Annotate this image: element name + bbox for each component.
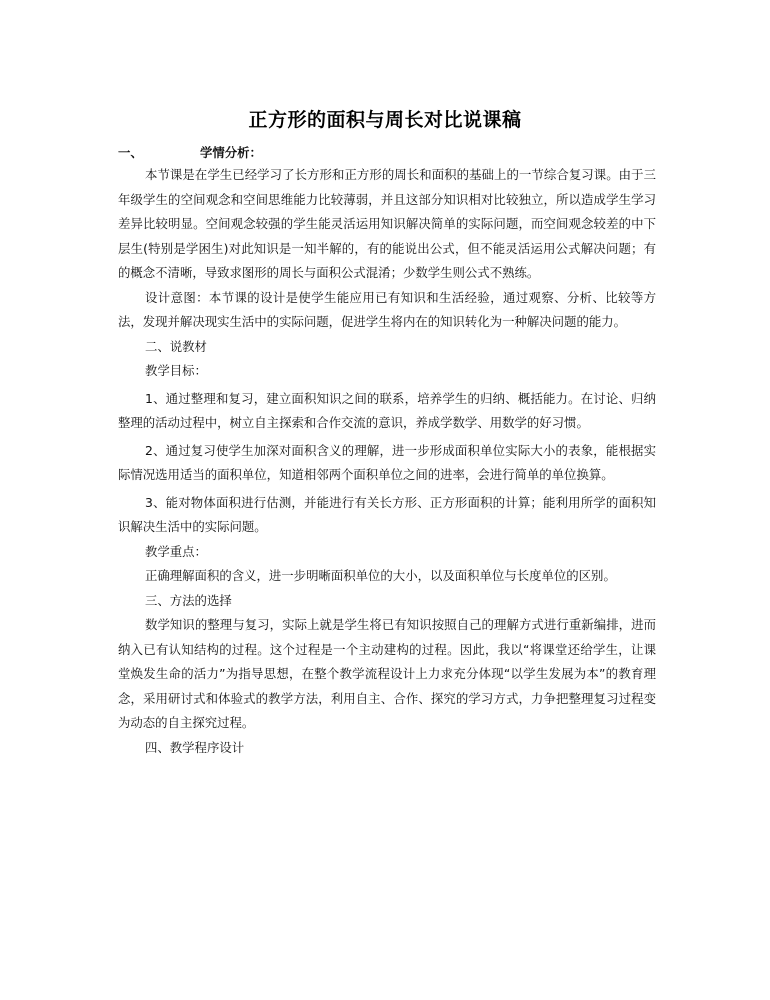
section-number: 一、	[118, 145, 143, 160]
heading-method-choice: 三、方法的选择	[145, 592, 232, 608]
paragraph-design-intent: 设计意图：本节课的设计是使学生能应用已有知识和生活经验，通过观察、分析、比较等方法，发现并解决现实生活中的实际问题，促进学生将内在的知识转化为一种解决问题的能力。	[118, 289, 656, 329]
paragraph-learning-analysis: 本节课是在学生已经学习了长方形和正方形的周长和面积的基础上的一节综合复习课。由于三年级学生的空间观念和空间思维能力比较薄弱，并且这部分知识相对比较独立，所以造成学生学习差异比较明显。空间观念较强的学生能灵活运用知识解决简单的实际问题，而空间观念较差的中下层生(特别是学困生)对此知识是一知半解的，有的能说出公式，但不能灵活运用公式解决问题；有的概念不清晰，导致求图形的周长与面积公式混淆；少数学生则公式不熟练。	[118, 167, 656, 280]
paragraph-teaching-focus: 正确理解面积的含义，进一步明晰面积单位的大小，以及面积单位与长度单位的区别。	[145, 568, 616, 583]
paragraph-method: 数学知识的整理与复习，实际上就是学生将已有知识按照自己的理解方式进行重新编排，进而纳入已有认知结构的过程。这个过程是一个主动建构的过程。因此，我以“将课堂还给学生，让课堂焕发生命的活力”为指导思想，在整个教学流程设计上力求充分体现“以学生发展为本”的教育理念，采用研讨式和体验式的教学方法，利用自主、合作、探究的学习方式，力争把整理复习过程变为动态的自主探究过程。	[118, 617, 656, 730]
document-title: 正方形的面积与周长对比说课稿	[248, 109, 522, 131]
paragraph-goal-2: 2、通过复习使学生加深对面积含义的理解，进一步形成面积单位实际大小的表象，能根据实际情况选用适当的面积单位，知道相邻两个面积单位之间的进率，会进行简单的单位换算。	[118, 442, 656, 482]
paragraph-goal-3: 3、能对物体面积进行估测，并能进行有关长方形、正方形面积的计算；能利用所学的面积知识解决生活中的实际问题。	[118, 494, 656, 534]
section-label: 学情分析：	[200, 145, 262, 160]
document-body	[118, 163, 656, 760]
heading-teaching-goals: 教学目标：	[145, 363, 207, 378]
heading-teaching-procedure: 四、教学程序设计	[145, 739, 245, 755]
paragraph-goal-1: 1、通过整理和复习，建立面积知识之间的联系，培养学生的归纳、概括能力。在讨论、归纳整理的活动过程中，树立自主探索和合作交流的意识，养成学数学、用数学的好习惯。	[118, 390, 656, 430]
heading-textbook: 二、说教材	[145, 338, 207, 354]
heading-teaching-focus: 教学重点：	[145, 543, 207, 559]
section-heading-learning-analysis	[118, 143, 262, 161]
